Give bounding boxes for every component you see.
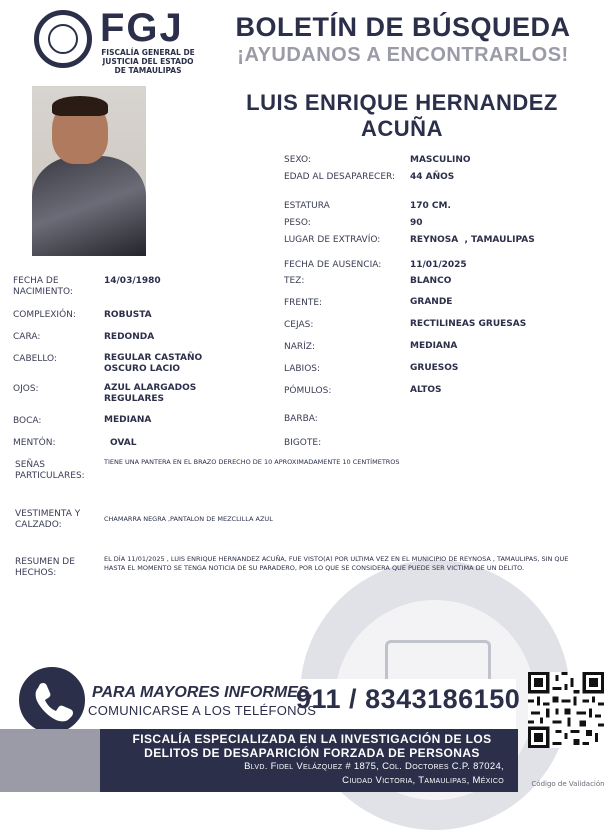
pomulos-label: PÓMULOS: — [284, 386, 332, 396]
vestimenta-label: VESTIMENTA Y CALZADO: — [15, 509, 81, 530]
boca-label: BOCA: — [13, 416, 42, 426]
boca-value: MEDIANA — [104, 415, 152, 425]
labios-label: LABIOS: — [284, 364, 321, 374]
frente-label: FRENTE: — [284, 298, 323, 308]
agency-line-1: FISCALÍA ESPECIALIZADA EN LA INVESTIGACIÓN DE LOS — [132, 732, 492, 746]
info-line-2: COMUNICARSE A LOS TELÉFONOS — [88, 703, 317, 718]
qr-caption: Código de Validación — [531, 780, 605, 788]
fecha-nacimiento-value: 14/03/1980 — [104, 276, 161, 286]
menton-label: MENTÓN: — [13, 438, 56, 448]
agency-address — [120, 760, 504, 788]
logo-text: FGJ — [100, 6, 184, 50]
cabello-label: CABELLO: — [13, 354, 57, 364]
fecha-nacimiento-label: FECHA DE NACIMIENTO: — [13, 276, 73, 297]
pomulos-value: ALTOS — [410, 385, 442, 395]
peso-label: PESO: — [284, 218, 311, 228]
ojos-label: OJOS: — [13, 384, 39, 394]
logo-subtitle: FISCALÍA GENERAL DE JUSTICIA DEL ESTADO DE TAMAULIPAS — [101, 48, 195, 75]
address-line-2: Ciudad Victoria, Tamaulipas, México — [342, 775, 504, 786]
nariz-label: NARÍZ: — [284, 342, 315, 352]
fecha-ausencia-label: FECHA DE AUSENCIA: — [284, 260, 382, 270]
complexion-label: COMPLEXIÓN: — [13, 310, 76, 320]
photo-hair — [52, 96, 108, 116]
cejas-value: RECTILINEAS GRUESAS — [410, 319, 527, 329]
phone-badge — [16, 664, 88, 736]
tez-value: BLANCO — [410, 276, 452, 286]
peso-value: 90 — [410, 218, 423, 228]
cabello-value: REGULAR CASTAÑO OSCURO LACIO — [104, 353, 203, 374]
footer-grey-strip — [0, 729, 100, 792]
menton-value: OVAL — [110, 438, 137, 448]
nariz-value: MEDIANA — [410, 341, 458, 351]
tez-label: TEZ: — [284, 276, 305, 286]
fecha-ausencia-value: 11/01/2025 — [410, 260, 467, 270]
estatura-value: 170 CM. — [410, 201, 451, 211]
cara-value: REDONDA — [104, 332, 155, 342]
cara-label: CARA: — [13, 332, 41, 342]
senas-label: SEÑAS PARTICULARES: — [15, 460, 85, 481]
state-seal-icon — [48, 24, 78, 54]
senas-value: TIENE UNA PANTERA EN EL BRAZO DERECHO DE 10 APROXIMADAMENTE 10 CENTÍMETROS — [104, 458, 400, 466]
barba-label: BARBA: — [284, 414, 318, 424]
info-line-1: PARA MAYORES INFORMES, — [92, 684, 314, 701]
lugar-value: REYNOSA , TAMAULIPAS — [410, 235, 535, 245]
bulletin-title: BOLETÍN DE BÚSQUEDA — [235, 12, 571, 42]
bigote-label: BIGOTE: — [284, 438, 322, 448]
resumen-value: EL DÍA 11/01/2025 , LUIS ENRIQUE HERNANDEZ ACUÑA, FUE VISTO(A) POR ULTIMA VEZ EN EL MUNICIPIO DE REYNOSA , TAMAULIPAS, SIN QUE HASTA EL MOMENTO SE TENGA NOTICIA DE SU PARADERO, POR LO QUE SE CONSIDERA QUE PUEDE SER VICTIMA DE UN DELITO. — [104, 555, 569, 572]
complexion-value: ROBUSTA — [104, 310, 152, 320]
estatura-label: ESTATURA — [284, 201, 330, 211]
cejas-label: CEJAS: — [284, 320, 314, 330]
edad-label: EDAD AL DESAPARECER: — [284, 172, 396, 182]
lugar-label: LUGAR DE EXTRAVÍO: — [284, 235, 381, 245]
resumen-label: RESUMEN DE HECHOS: — [15, 557, 75, 578]
phone-number: 911 / 8343186150 — [296, 684, 521, 714]
photo-body — [32, 156, 146, 256]
labios-value: GRUESOS — [410, 363, 459, 373]
vestimenta-value: CHAMARRA NEGRA ,PANTALON DE MEZCLILLA AZUL — [104, 515, 273, 523]
ojos-value: AZUL ALARGADOS REGULARES — [104, 383, 197, 404]
edad-value: 44 AÑOS — [410, 172, 455, 182]
agency-line-2: DELITOS DE DESAPARICIÓN FORZADA DE PERSONAS — [144, 746, 480, 760]
bulletin-subtitle: ¡AYUDANOS A ENCONTRARLOS! — [237, 44, 569, 66]
address-line-1: Blvd. Fidel Velázquez # 1875, Col. Doctores C.P. 87024, — [244, 761, 504, 772]
phone-icon — [19, 667, 85, 733]
person-photo — [32, 86, 146, 256]
qr-code-icon[interactable] — [528, 672, 604, 748]
sexo-label: SEXO: — [284, 155, 311, 165]
agency-name — [120, 732, 504, 760]
sexo-value: MASCULINO — [410, 155, 471, 165]
person-name: LUIS ENRIQUE HERNANDEZ ACUÑA — [246, 90, 558, 141]
frente-value: GRANDE — [410, 297, 453, 307]
